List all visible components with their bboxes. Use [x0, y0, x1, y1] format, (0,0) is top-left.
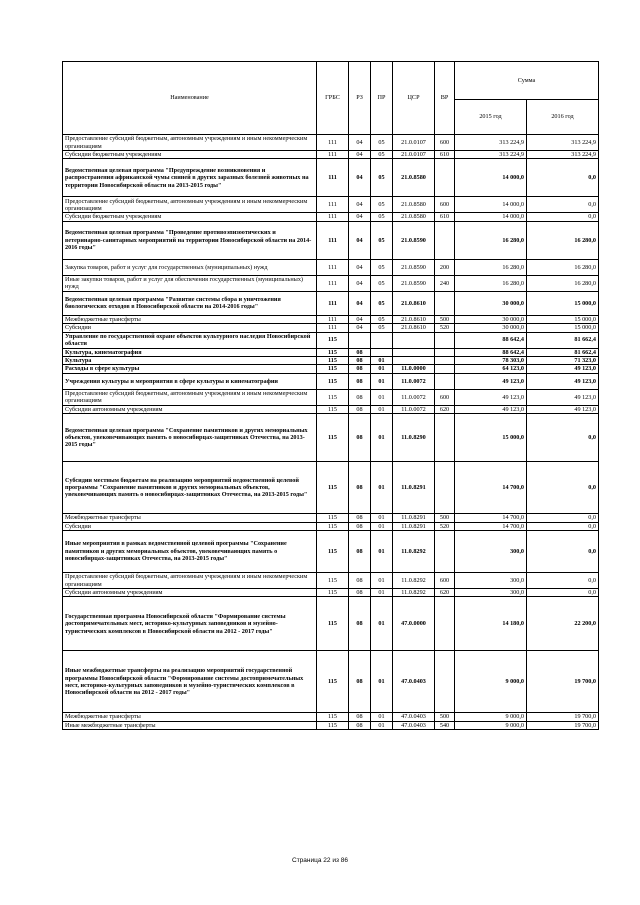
cell-pr: 05: [371, 275, 393, 291]
cell-sum-2015: 14 700,0: [455, 462, 527, 514]
table-row: [63, 197, 599, 213]
cell-pr: 05: [371, 135, 393, 151]
cell-rz: 04: [349, 291, 371, 315]
cell-csr: [393, 357, 435, 365]
header-name: Наименование: [63, 62, 317, 135]
cell-vr: 620: [435, 589, 455, 597]
table-body: [63, 135, 599, 730]
cell-sum-2016: 0,0: [527, 414, 599, 462]
cell-pr: 05: [371, 221, 393, 259]
cell-csr: 21.0.8610: [393, 315, 435, 323]
cell-rz: 04: [349, 324, 371, 332]
cell-pr: 01: [371, 373, 393, 389]
cell-sum-2016: 71 323,0: [527, 357, 599, 365]
cell-grbs: 115: [317, 573, 349, 589]
cell-sum-2015: 14 000,0: [455, 197, 527, 213]
cell-sum-2016: 15 000,0: [527, 324, 599, 332]
cell-csr: 21.0.8590: [393, 275, 435, 291]
cell-vr: [435, 348, 455, 356]
table-row: [63, 522, 599, 530]
cell-vr: [435, 332, 455, 348]
cell-sum-2015: 15 000,0: [455, 414, 527, 462]
cell-name: Ведомственная целевая программа "Проведение противоэпизоотических и ветеринарно-санитарных мероприятий на территории Новосибирской области на 2014-2016 годы": [63, 221, 317, 259]
cell-rz: 08: [349, 373, 371, 389]
cell-sum-2015: 30 000,0: [455, 315, 527, 323]
table-row: [63, 221, 599, 259]
cell-rz: 04: [349, 159, 371, 197]
cell-sum-2015: 30 000,0: [455, 291, 527, 315]
cell-pr: 05: [371, 315, 393, 323]
cell-csr: 11.0.8292: [393, 573, 435, 589]
cell-rz: 04: [349, 213, 371, 221]
cell-grbs: 115: [317, 514, 349, 522]
table-row: [63, 721, 599, 729]
cell-rz: 04: [349, 259, 371, 275]
cell-rz: 08: [349, 365, 371, 373]
cell-sum-2015: 14 700,0: [455, 522, 527, 530]
cell-sum-2016: 0,0: [527, 573, 599, 589]
cell-sum-2016: 313 224,9: [527, 135, 599, 151]
cell-name: Субсидии: [63, 522, 317, 530]
cell-rz: 04: [349, 151, 371, 159]
cell-rz: 04: [349, 221, 371, 259]
cell-rz: 08: [349, 462, 371, 514]
cell-sum-2015: 14 180,0: [455, 597, 527, 651]
cell-name: Субсидии бюджетным учреждениям: [63, 151, 317, 159]
cell-grbs: 115: [317, 589, 349, 597]
cell-csr: [393, 332, 435, 348]
cell-vr: [435, 357, 455, 365]
cell-rz: 04: [349, 275, 371, 291]
cell-csr: 47.0.0000: [393, 597, 435, 651]
cell-vr: 600: [435, 135, 455, 151]
table-row: [63, 135, 599, 151]
cell-rz: 08: [349, 713, 371, 721]
cell-name: Культура: [63, 357, 317, 365]
cell-pr: 01: [371, 357, 393, 365]
cell-grbs: 115: [317, 405, 349, 413]
cell-name: Учреждения культуры и мероприятия в сфере культуры и кинематографии: [63, 373, 317, 389]
cell-sum-2016: 22 200,0: [527, 597, 599, 651]
cell-pr: 01: [371, 573, 393, 589]
cell-grbs: 111: [317, 135, 349, 151]
table-row: [63, 462, 599, 514]
cell-rz: 08: [349, 531, 371, 573]
cell-sum-2016: 15 000,0: [527, 315, 599, 323]
cell-csr: 21.0.8610: [393, 291, 435, 315]
cell-sum-2016: 15 000,0: [527, 291, 599, 315]
cell-grbs: 115: [317, 522, 349, 530]
cell-sum-2016: 313 224,9: [527, 151, 599, 159]
cell-pr: 01: [371, 405, 393, 413]
table-row: [63, 651, 599, 713]
table-row: [63, 414, 599, 462]
cell-grbs: 111: [317, 315, 349, 323]
cell-sum-2015: 49 123,0: [455, 405, 527, 413]
cell-rz: 04: [349, 197, 371, 213]
cell-name: Межбюджетные трансферты: [63, 315, 317, 323]
header-rz: РЗ: [349, 62, 371, 135]
table-row: [63, 275, 599, 291]
cell-csr: 21.0.8590: [393, 259, 435, 275]
cell-pr: [371, 332, 393, 348]
table-row: [63, 531, 599, 573]
cell-pr: 05: [371, 197, 393, 213]
header-pr: ПР: [371, 62, 393, 135]
cell-sum-2016: 0,0: [527, 197, 599, 213]
cell-pr: 01: [371, 597, 393, 651]
cell-csr: 21.0.8590: [393, 221, 435, 259]
table-row: [63, 589, 599, 597]
cell-name: Субсидии: [63, 324, 317, 332]
cell-grbs: 115: [317, 597, 349, 651]
cell-vr: 600: [435, 197, 455, 213]
table-row: [63, 573, 599, 589]
cell-grbs: 111: [317, 259, 349, 275]
cell-csr: 47.0.0403: [393, 713, 435, 721]
cell-name: Субсидии местным бюджетам на реализацию мероприятий ведомственной целевой программы "Сохранение памятников и других мемориальных объектов, увековечивающих память о новосибирцах-защитниках Отечества, на 2013-2015 годы": [63, 462, 317, 514]
cell-sum-2015: 300,0: [455, 531, 527, 573]
cell-grbs: 111: [317, 213, 349, 221]
cell-csr: 21.0.0107: [393, 151, 435, 159]
cell-vr: [435, 462, 455, 514]
cell-rz: 08: [349, 651, 371, 713]
cell-sum-2015: 88 642,4: [455, 348, 527, 356]
cell-name: Межбюджетные трансферты: [63, 514, 317, 522]
cell-sum-2015: 30 000,0: [455, 324, 527, 332]
cell-sum-2015: 9 000,0: [455, 713, 527, 721]
budget-table: [62, 61, 599, 730]
page-footer: Страница 22 из 86: [292, 857, 348, 864]
cell-grbs: 115: [317, 721, 349, 729]
cell-csr: 21.0.8580: [393, 213, 435, 221]
cell-grbs: 111: [317, 324, 349, 332]
cell-sum-2016: 0,0: [527, 522, 599, 530]
cell-name: Предоставление субсидий бюджетным, автономным учреждениям и иным некоммерческим организациям: [63, 135, 317, 151]
cell-rz: 08: [349, 514, 371, 522]
cell-rz: [349, 332, 371, 348]
cell-vr: 600: [435, 389, 455, 405]
cell-rz: 08: [349, 589, 371, 597]
cell-name: Предоставление субсидий бюджетным, автономным учреждениям и иным некоммерческим организациям: [63, 197, 317, 213]
cell-vr: [435, 291, 455, 315]
cell-grbs: 115: [317, 531, 349, 573]
cell-sum-2015: 16 280,0: [455, 221, 527, 259]
cell-pr: 01: [371, 522, 393, 530]
cell-csr: 11.0.0072: [393, 389, 435, 405]
cell-name: Ведомственная целевая программа "Сохранение памятников и других мемориальных объектов, увековечивающих память о новосибирцах-защитниках Отечества, на 2013-2015 годы": [63, 414, 317, 462]
cell-rz: 08: [349, 573, 371, 589]
cell-name: Субсидии бюджетным учреждениям: [63, 213, 317, 221]
cell-sum-2016: 81 662,4: [527, 332, 599, 348]
cell-csr: 21.0.8610: [393, 324, 435, 332]
cell-sum-2015: 16 280,0: [455, 259, 527, 275]
cell-sum-2016: 81 662,4: [527, 348, 599, 356]
cell-sum-2015: 14 000,0: [455, 213, 527, 221]
table-row: [63, 332, 599, 348]
cell-sum-2015: 14 700,0: [455, 514, 527, 522]
cell-grbs: 111: [317, 291, 349, 315]
cell-grbs: 111: [317, 197, 349, 213]
table-row: [63, 348, 599, 356]
cell-vr: [435, 221, 455, 259]
cell-pr: 01: [371, 414, 393, 462]
cell-rz: 08: [349, 405, 371, 413]
cell-vr: 500: [435, 713, 455, 721]
cell-grbs: 115: [317, 357, 349, 365]
cell-csr: 11.0.0000: [393, 365, 435, 373]
table-row: [63, 405, 599, 413]
cell-sum-2015: 88 642,4: [455, 332, 527, 348]
cell-sum-2015: 300,0: [455, 573, 527, 589]
cell-sum-2015: 78 303,0: [455, 357, 527, 365]
cell-rz: 08: [349, 597, 371, 651]
cell-vr: 520: [435, 324, 455, 332]
cell-csr: 47.0.0403: [393, 651, 435, 713]
cell-name: Субсидии автономным учреждениям: [63, 589, 317, 597]
cell-csr: 11.0.8290: [393, 414, 435, 462]
cell-grbs: 115: [317, 462, 349, 514]
cell-pr: 05: [371, 324, 393, 332]
cell-grbs: 111: [317, 221, 349, 259]
cell-pr: 05: [371, 213, 393, 221]
cell-pr: 01: [371, 462, 393, 514]
cell-sum-2016: 0,0: [527, 213, 599, 221]
cell-vr: 610: [435, 151, 455, 159]
cell-rz: 08: [349, 348, 371, 356]
cell-name: Предоставление субсидий бюджетным, автономным учреждениям и иным некоммерческим организациям: [63, 573, 317, 589]
cell-grbs: 111: [317, 151, 349, 159]
cell-csr: 11.0.0072: [393, 373, 435, 389]
table-row: [63, 597, 599, 651]
table-row: [63, 151, 599, 159]
cell-csr: 11.0.0072: [393, 405, 435, 413]
cell-rz: 08: [349, 389, 371, 405]
cell-sum-2015: 14 000,0: [455, 159, 527, 197]
cell-vr: [435, 414, 455, 462]
table-row: [63, 373, 599, 389]
cell-pr: 01: [371, 651, 393, 713]
table-row: [63, 159, 599, 197]
cell-vr: [435, 651, 455, 713]
cell-sum-2015: 9 000,0: [455, 721, 527, 729]
cell-grbs: 115: [317, 389, 349, 405]
table-row: [63, 291, 599, 315]
cell-vr: 540: [435, 721, 455, 729]
table-row: [63, 514, 599, 522]
cell-pr: 05: [371, 159, 393, 197]
cell-name: Иные закупки товаров, работ и услуг для обеспечения государственных (муниципальных) нужд: [63, 275, 317, 291]
cell-sum-2015: 300,0: [455, 589, 527, 597]
cell-name: Культура, кинематография: [63, 348, 317, 356]
cell-name: Управление по государственной охране объектов культурного наследия Новосибирской области: [63, 332, 317, 348]
cell-sum-2015: 313 224,9: [455, 135, 527, 151]
cell-csr: 11.0.8291: [393, 514, 435, 522]
cell-name: Иные межбюджетные трансферты на реализацию мероприятий государственной программы Новосибирской области "Формирование системы достопримечательных мест, историко-культурных заповедников и музейно-туристических комплексов в Новосибирской области на 2012 - 2017 годы": [63, 651, 317, 713]
cell-name: Ведомственная целевая программа "Развитие системы сбора и уничтожения биологических отходов в Новосибирской области на 2014-2016 годы": [63, 291, 317, 315]
cell-csr: 47.0.0403: [393, 721, 435, 729]
table-row: [63, 324, 599, 332]
cell-grbs: 111: [317, 159, 349, 197]
cell-rz: 08: [349, 414, 371, 462]
cell-csr: 21.0.8580: [393, 197, 435, 213]
cell-name: Расходы в сфере культуры: [63, 365, 317, 373]
cell-pr: 01: [371, 389, 393, 405]
cell-vr: [435, 531, 455, 573]
cell-sum-2015: 9 000,0: [455, 651, 527, 713]
cell-vr: 500: [435, 315, 455, 323]
cell-vr: [435, 365, 455, 373]
cell-name: Ведомственная целевая программа "Предупреждение возникновения и распространения африканской чумы свиней в других заразных болезней животных на территории Новосибирской области на 2013-2015 годы": [63, 159, 317, 197]
cell-vr: 240: [435, 275, 455, 291]
cell-grbs: 115: [317, 713, 349, 721]
header-csr: ЦСР: [393, 62, 435, 135]
cell-csr: 11.0.8291: [393, 522, 435, 530]
header-vr: ВР: [435, 62, 455, 135]
cell-pr: 01: [371, 531, 393, 573]
cell-pr: 05: [371, 259, 393, 275]
table-row: [63, 389, 599, 405]
table-row: [63, 357, 599, 365]
budget-table-page: [62, 61, 598, 730]
cell-pr: 01: [371, 589, 393, 597]
cell-name: Государственная программа Новосибирской области "Формирование системы достопримечательных мест, историко-культурных заповедников и музейно-туристических комплексов в Новосибирской области на 2012 - 2017 годы": [63, 597, 317, 651]
cell-pr: 05: [371, 291, 393, 315]
table-row: [63, 213, 599, 221]
cell-grbs: 115: [317, 365, 349, 373]
cell-sum-2016: 0,0: [527, 514, 599, 522]
cell-sum-2015: 49 123,0: [455, 389, 527, 405]
cell-csr: 11.0.8292: [393, 531, 435, 573]
cell-sum-2016: 19 700,0: [527, 651, 599, 713]
cell-sum-2016: 49 123,0: [527, 373, 599, 389]
cell-vr: 500: [435, 514, 455, 522]
cell-name: Межбюджетные трансферты: [63, 713, 317, 721]
cell-pr: [371, 348, 393, 356]
cell-pr: 01: [371, 365, 393, 373]
cell-csr: 21.0.8580: [393, 159, 435, 197]
cell-vr: 610: [435, 213, 455, 221]
cell-sum-2015: 16 280,0: [455, 275, 527, 291]
cell-sum-2016: 19 700,0: [527, 713, 599, 721]
cell-vr: 520: [435, 522, 455, 530]
cell-sum-2016: 49 123,0: [527, 365, 599, 373]
cell-sum-2016: 16 280,0: [527, 275, 599, 291]
cell-pr: 01: [371, 721, 393, 729]
cell-name: Субсидии автономным учреждениям: [63, 405, 317, 413]
cell-rz: 08: [349, 721, 371, 729]
table-row: [63, 315, 599, 323]
cell-vr: 200: [435, 259, 455, 275]
cell-rz: 04: [349, 315, 371, 323]
header-sum: Сумма: [455, 62, 599, 100]
cell-sum-2016: 0,0: [527, 589, 599, 597]
cell-grbs: 115: [317, 373, 349, 389]
cell-sum-2016: 0,0: [527, 462, 599, 514]
cell-name: Предоставление субсидий бюджетным, автономным учреждениям и иным некоммерческим организациям: [63, 389, 317, 405]
header-2016: 2016 год: [527, 100, 599, 135]
cell-sum-2016: 0,0: [527, 159, 599, 197]
cell-sum-2016: 16 280,0: [527, 221, 599, 259]
cell-grbs: 115: [317, 348, 349, 356]
cell-csr: 11.0.8292: [393, 589, 435, 597]
cell-name: Иные мероприятия в рамках ведомственной целевой программы "Сохранение памятников и других мемориальных объектов, увековечивающих память о новосибирцах-защитниках Отечества, на 2013-2015 годы": [63, 531, 317, 573]
cell-vr: [435, 159, 455, 197]
cell-pr: 01: [371, 514, 393, 522]
cell-sum-2016: 16 280,0: [527, 259, 599, 275]
cell-name: Иные межбюджетные трансферты: [63, 721, 317, 729]
cell-csr: [393, 348, 435, 356]
table-row: [63, 365, 599, 373]
cell-grbs: 115: [317, 332, 349, 348]
cell-vr: 600: [435, 573, 455, 589]
cell-sum-2015: 313 224,9: [455, 151, 527, 159]
cell-grbs: 115: [317, 414, 349, 462]
cell-sum-2015: 49 123,0: [455, 373, 527, 389]
cell-csr: 11.0.8291: [393, 462, 435, 514]
cell-rz: 08: [349, 357, 371, 365]
cell-grbs: 115: [317, 651, 349, 713]
cell-name: Закупка товаров, работ и услуг для государственных (муниципальных) нужд: [63, 259, 317, 275]
table-row: [63, 259, 599, 275]
cell-vr: 620: [435, 405, 455, 413]
cell-rz: 04: [349, 135, 371, 151]
cell-sum-2016: 0,0: [527, 531, 599, 573]
header-grbs: ГРБС: [317, 62, 349, 135]
cell-csr: 21.0.0107: [393, 135, 435, 151]
cell-sum-2016: 49 123,0: [527, 389, 599, 405]
cell-vr: [435, 373, 455, 389]
cell-sum-2016: 19 700,0: [527, 721, 599, 729]
cell-grbs: 111: [317, 275, 349, 291]
cell-vr: [435, 597, 455, 651]
cell-sum-2016: 49 123,0: [527, 405, 599, 413]
table-row: [63, 713, 599, 721]
cell-rz: 08: [349, 522, 371, 530]
cell-sum-2015: 64 123,0: [455, 365, 527, 373]
header-2015: 2015 год: [455, 100, 527, 135]
cell-pr: 01: [371, 713, 393, 721]
cell-pr: 05: [371, 151, 393, 159]
